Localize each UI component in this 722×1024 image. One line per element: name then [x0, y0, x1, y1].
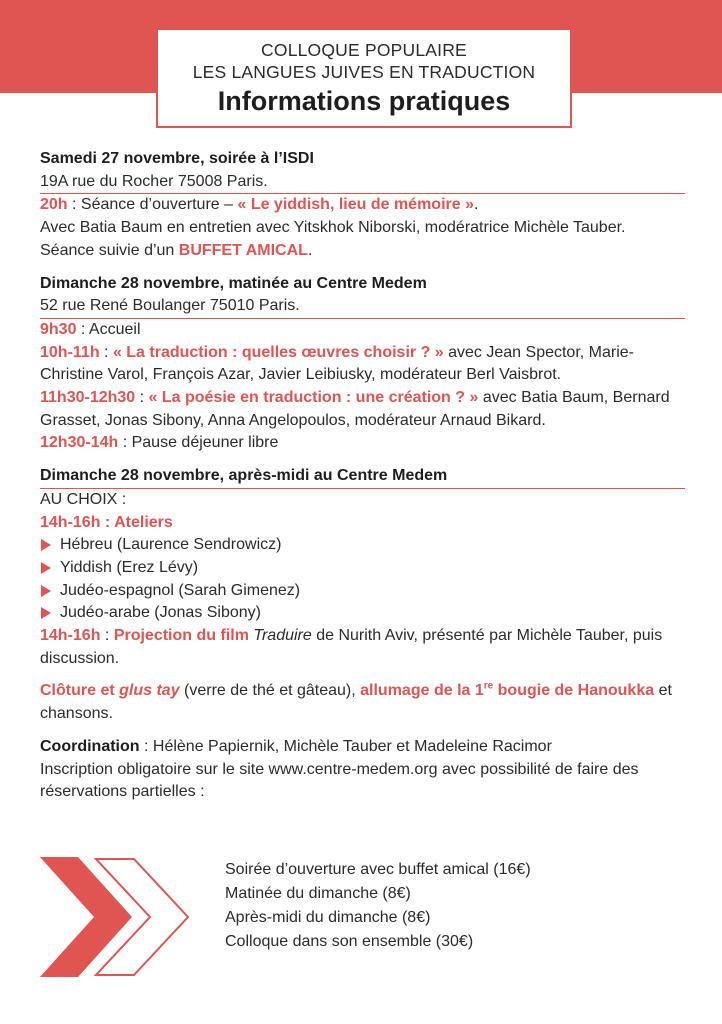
closing-text: Clôture et glus tay (verre de thé et gâteau), allumage de la 1re bougie de Hanoukka et chansons. — [40, 681, 672, 723]
price-item: Soirée d’ouverture avec buffet amical (16€) — [225, 861, 531, 878]
session-title: « La traduction : quelles œuvres choisir ? » — [112, 343, 444, 361]
price-item: Matinée du dimanche (8€) — [225, 885, 411, 902]
workshop-item: Judéo-arabe (Jonas Sibony) — [40, 602, 685, 625]
workshop-item: Hébreu (Laurence Sendrowicz) — [40, 534, 685, 557]
coordination: Coordination : Hélène Papiernik, Michèle Tauber et Madeleine Racimor — [40, 737, 552, 755]
price-item: Colloque dans son ensemble (30€) — [225, 933, 474, 950]
triangle-bullet-icon — [41, 539, 51, 551]
section-heading-sunday-afternoon: Dimanche 28 novembre, après-midi au Centre Medem — [40, 467, 448, 485]
section-heading-sunday-morning: Dimanche 28 novembre, matinée au Centre Medem — [40, 274, 427, 292]
workshop-item: Yiddish (Erez Lévy) — [40, 557, 685, 580]
workshop-item: Judéo-espagnol (Sarah Gimenez) — [40, 580, 685, 603]
session-workshops: 14h-16h : Ateliers — [40, 513, 173, 531]
session-lunch: 12h30-14h : Pause déjeuner libre — [40, 434, 279, 452]
section-heading-saturday: Samedi 27 novembre, soirée à l’ISDI — [40, 150, 314, 167]
time-label: 14h-16h — [40, 627, 101, 645]
header-line2: LES LANGUES JUIVES EN TRADUCTION — [192, 62, 536, 82]
session-poetry: 11h30-12h30 : « La poésie en traduction : une création ? » avec Batia Baum, Bernard Grasset, Jonas Sibony, Anna Angelopoulos, modérateur Arnaud Bikard. — [40, 389, 670, 429]
price-item: Après-midi du dimanche (8€) — [225, 909, 431, 926]
program-content — [40, 148, 685, 804]
time-label: 12h30-14h — [40, 434, 119, 452]
film-name: Traduire — [253, 627, 312, 645]
time-label: 10h-11h — [40, 343, 100, 361]
time-label: 14h-16h — [40, 513, 101, 531]
address-medem: 52 rue René Boulanger 75010 Paris. — [40, 297, 300, 315]
chevron-filled-icon — [40, 857, 132, 977]
chevron-arrows-icon — [40, 857, 190, 977]
session-opening: 20h : Séance d’ouverture – « Le yiddish, lieu de mémoire ». — [40, 196, 479, 214]
session-welcome: 9h30 : Accueil — [40, 320, 141, 338]
address-isdi: 19A rue du Rocher 75008 Paris. — [40, 172, 268, 190]
film-title-label: Projection du film — [113, 627, 249, 645]
session-guests: Avec Batia Baum en entretien avec Yitskhok Niborski, modératrice Michèle Tauber. — [40, 219, 626, 237]
inscription-text: Inscription obligatoire sur le site www.centre-medem.org avec possibilité de faire des réservations partielles : — [40, 760, 639, 801]
choice-label: AU CHOIX : — [40, 490, 127, 508]
session-translation: 10h-11h : « La traduction : quelles œuvres choisir ? » avec Jean Spector, Marie-Christine Varol, François Azar, Javier Leibiusky, modérateur Berl Vaisbrot. — [40, 343, 634, 384]
time-label: 9h30 — [40, 320, 77, 338]
session-buffet: Séance suivie d’un BUFFET AMICAL. — [40, 241, 313, 259]
triangle-bullet-icon — [41, 585, 51, 597]
session-title: « La poésie en traduction : une création ? » — [148, 389, 479, 407]
triangle-bullet-icon — [41, 607, 51, 619]
triangle-bullet-icon — [41, 562, 51, 574]
title-box — [156, 28, 572, 128]
session-title: « Le yiddish, lieu de mémoire » — [237, 196, 474, 214]
time-label: 11h30-12h30 — [40, 389, 136, 407]
coordination-label: Coordination — [40, 737, 140, 755]
header-line1: COLLOQUE POPULAIRE — [261, 40, 467, 60]
page-title: Informations pratiques — [217, 86, 511, 116]
buffet-label: BUFFET AMICAL — [178, 241, 308, 259]
price-list — [225, 858, 531, 954]
time-label: 20h — [40, 196, 68, 214]
session-film: 14h-16h : Projection du film Traduire de Nurith Aviv, présenté par Michèle Tauber, puis discussion. — [40, 627, 663, 667]
workshops-title: Ateliers — [114, 513, 173, 531]
